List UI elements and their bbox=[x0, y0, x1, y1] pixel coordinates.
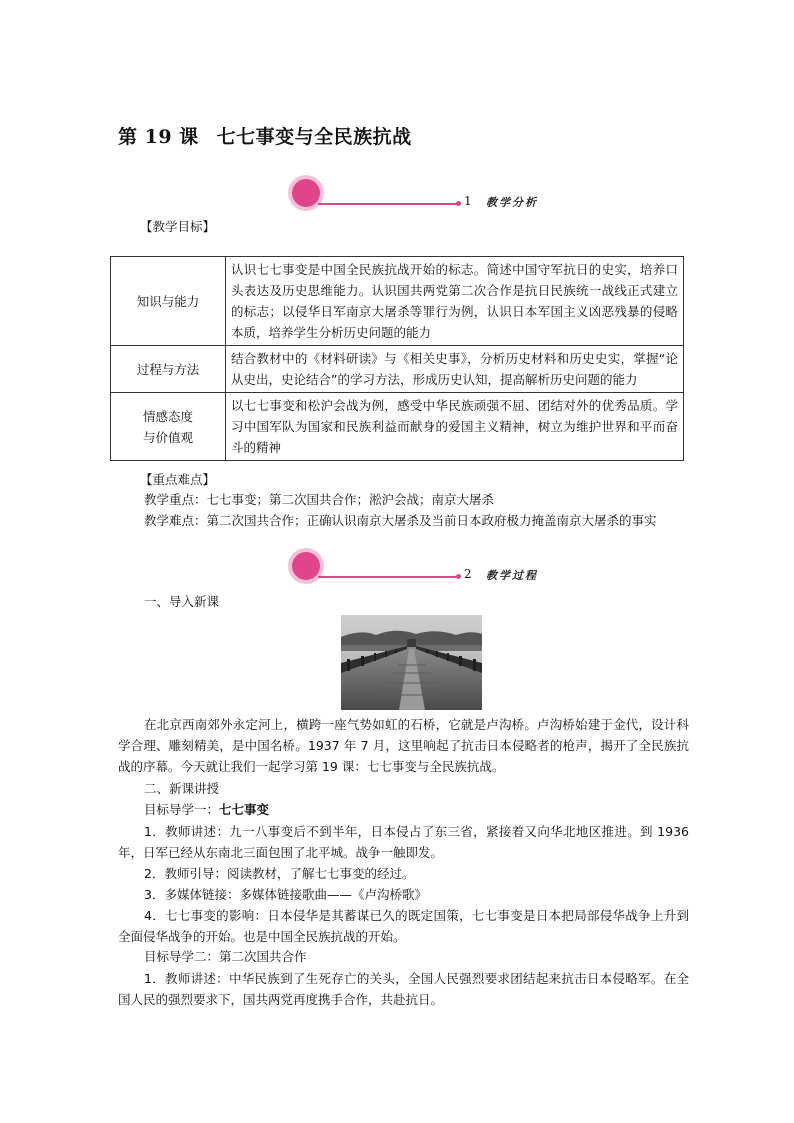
table-value-cell: 结合教材中的《材料研读》与《相关史事》，分析历史材料和历史史实，掌握“论从史出，史论结合”的学习方法，形成历史认知，提高解析历史问题的能力 bbox=[226, 346, 684, 393]
table-key-cell: 情感态度 与价值观 bbox=[111, 393, 226, 461]
list-item: 1．教师讲述：九一八事变后不到半年，日本侵占了东三省，紧接着又向华北地区推进。到 1936 年，日军已经从东南北三面包围了北平城。战争一触即发。 bbox=[118, 824, 689, 860]
section-marker-analysis bbox=[288, 175, 548, 215]
lesson-number: 第 19 课 bbox=[118, 126, 199, 148]
difficult-points: 教学难点：第二次国共合作；正确认识南京大屠杀及当前日本政府极力掩盖南京大屠杀的事实 bbox=[144, 513, 657, 528]
key-points-heading: 【重点难点】 bbox=[140, 472, 216, 487]
list-item: 3．多媒体链接：多媒体链接歌曲——《卢沟桥歌》 bbox=[144, 887, 427, 902]
section-number: 1 bbox=[464, 194, 472, 208]
section-label: 教学过程 bbox=[486, 569, 538, 582]
intro-heading: 一、导入新课 bbox=[144, 594, 220, 609]
goal1-title: 七七事变 bbox=[219, 802, 270, 817]
table-key-cell: 过程与方法 bbox=[111, 346, 226, 393]
section-label: 教学分析 bbox=[486, 196, 538, 209]
section-line bbox=[318, 576, 458, 578]
goals-table bbox=[110, 256, 684, 461]
lesson-title bbox=[118, 122, 412, 149]
table-value-cell: 以七七事变和松沪会战为例，感受中华民族顽强不屈、团结对外的优秀品质。学习中国军队为国家和民族利益而献身的爱国主义精神，树立为维护世界和平而奋斗的精神 bbox=[226, 393, 684, 461]
table-row bbox=[111, 346, 684, 393]
table-row bbox=[111, 393, 684, 461]
section-marker-process bbox=[288, 548, 548, 588]
goal2-heading: 目标导学二：第二次国共合作 bbox=[144, 949, 307, 964]
lesson-name: 七七事变与全民族抗战 bbox=[216, 126, 412, 148]
key-points: 教学重点：七七事变；第二次国共合作；淞沪会战；南京大屠杀 bbox=[144, 492, 495, 507]
goal1-heading: 目标导学一：七七事变 bbox=[144, 802, 270, 817]
list-item: 2．教师引导：阅读教材，了解七七事变的经过。 bbox=[144, 866, 415, 881]
table-row bbox=[111, 257, 684, 346]
new-lesson-heading: 二、新课讲授 bbox=[144, 781, 220, 796]
lugou-bridge-photo bbox=[341, 615, 482, 710]
table-key-cell: 知识与能力 bbox=[111, 257, 226, 346]
intro-paragraph: 在北京西南郊外永定河上，横跨一座气势如虹的石桥，它就是卢沟桥。卢沟桥始建于金代，设计科学合理、雕刻精美，是中国名桥。1937 年 7 月，这里响起了抗击日本侵略者的枪声，揭开了全民族抗战的序幕。今天就让我们一起学习第 19 课：七七事变与全民族抗战。 bbox=[118, 717, 689, 774]
section-line bbox=[318, 203, 458, 205]
goals-heading: 【教学目标】 bbox=[140, 219, 216, 234]
table-value-cell: 认识七七事变是中国全民族抗战开始的标志。简述中国守军抗日的史实，培养口头表达及历史思维能力。认识国共两党第二次合作是抗日民族统一战线正式建立的标志；以侵华日军南京大屠杀等罪行为例，认识日本军国主义凶恶残暴的侵略本质，培养学生分析历史问题的能力 bbox=[226, 257, 684, 346]
list-item: 1．教师讲述：中华民族到了生死存亡的关头，全国人民强烈要求团结起来抗击日本侵略军。在全国人民的强烈要求下，国共两党再度携手合作，共赴抗日。 bbox=[118, 971, 689, 1007]
section-number: 2 bbox=[464, 567, 472, 581]
list-item: 4．七七事变的影响：日本侵华是其蓄谋已久的既定国策，七七事变是日本把局部侵华战争上升到全面侵华战争的开始。也是中国全民族抗战的开始。 bbox=[118, 908, 689, 944]
